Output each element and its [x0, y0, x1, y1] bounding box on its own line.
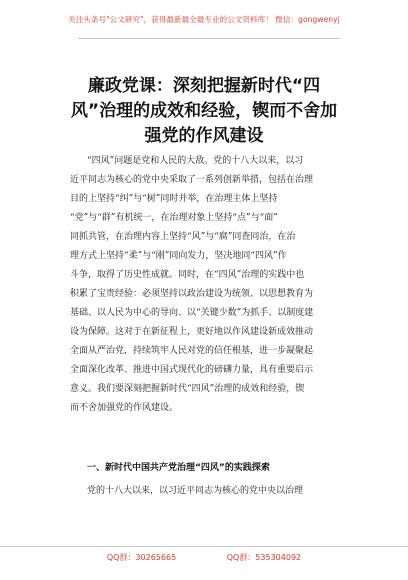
body-line: “四风”问题是党和人民的大敌。党的十八大以来，以习 [87, 156, 304, 166]
body-line: 近平同志为核心的党中央采取了一系列创新举措，包括在治理 [70, 175, 314, 185]
body-line: 理方式上坚持“柔”与“刚”同向发力，坚决地同“四风”作 [70, 251, 287, 261]
body-line: 积累了宝贵经验：必须坚持以政治建设为统领、以思想教育为 [70, 289, 314, 299]
body-line: 而不舍加强党的作风建设。 [70, 403, 179, 413]
body-line: 党的十八大以来，以习近平同志为核心的党中央以治理 [87, 486, 304, 496]
body-paragraph [70, 152, 343, 418]
body-line: 目的上坚持“纠”与“树”同时并举，在治理主体上坚持 [70, 194, 278, 204]
body-line: 全面从严治党，持续筑牢人民对党的信任根基，进一步凝聚起 [70, 346, 314, 356]
section-heading: 一、新时代中国共产党治理“四风”的实践探索 [87, 463, 270, 473]
document-title [70, 74, 338, 149]
title-line: 强党的作风建设 [144, 126, 264, 146]
header-notice: 关注头条号"公文研究"，获得最新最全最专业的公文资料库！ 微信：gongwenyj [68, 15, 340, 24]
footer-qq-group-2: QQ群：535304092 [226, 553, 302, 562]
body-line: 基础、以人民为中心的导向、以“关键少数”为抓手、以制度建 [70, 308, 314, 318]
header-divider [78, 38, 340, 39]
footer-qq-group-1: QQ群：30265665 [106, 553, 177, 562]
body-line: 斗争，取得了历史性成就。同时，在“四风”治理的实践中也 [70, 270, 305, 280]
body-line: 设为保障。这对于在新征程上，更好地以作风建设新成效推动 [70, 327, 314, 337]
body-line: 意义。我们要深刻把握新时代“四风”治理的成效和经验，锲 [70, 384, 305, 394]
title-line: 廉政党课：深刻把握新时代“四 [87, 76, 321, 96]
title-line: 风”治理的成效和经验，锲而不舍加 [70, 101, 338, 121]
body-line: 同抓共管，在治理内容上坚持“风”与“腐”同查同治，在治 [70, 232, 296, 242]
body-line: 全面深化改革、推进中国式现代化的磅礴力量，具有重要启示 [70, 365, 314, 375]
body-line: “党”与“群”有机统一，在治理对象上坚持“点”与“面” [70, 213, 278, 223]
footer-contacts [0, 552, 408, 563]
footer-divider [0, 546, 408, 547]
